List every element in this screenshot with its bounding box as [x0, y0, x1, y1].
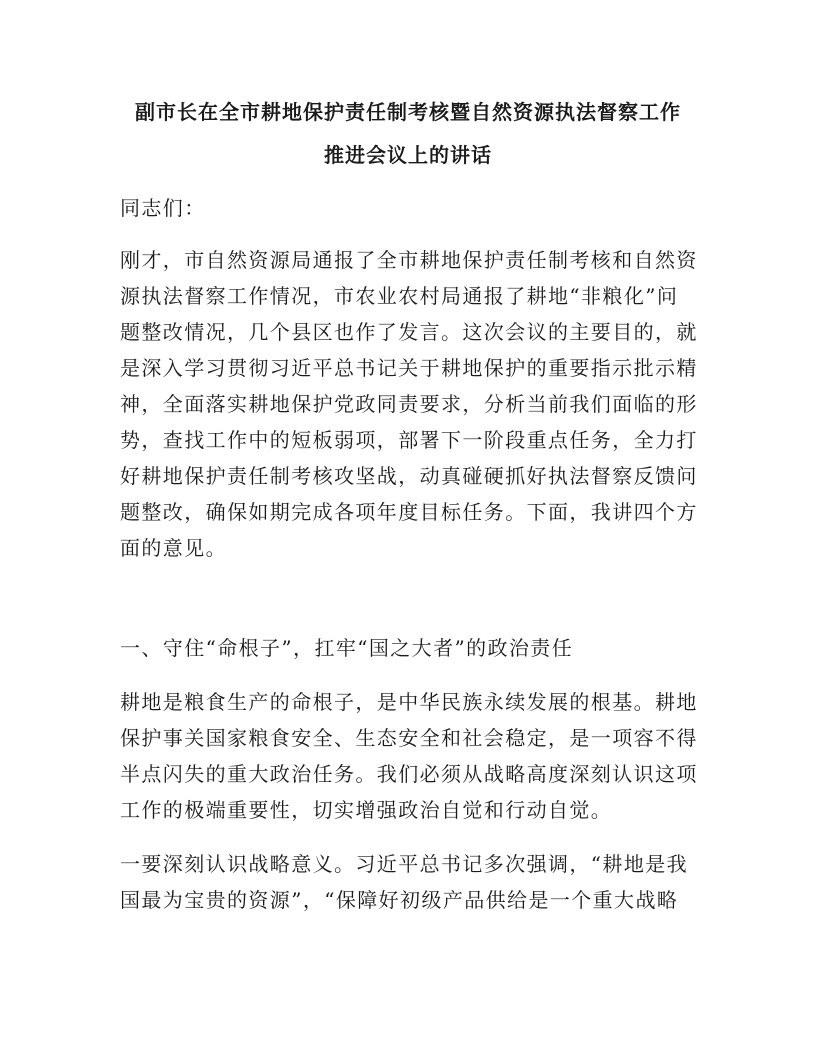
paragraph-line: 工作的极端重要性，切实增强政治自觉和行动自觉。	[120, 798, 613, 822]
paragraph-line: 国最为宝贵的资源”，“保障好初级产品供给是一个重大战略	[120, 888, 679, 912]
paragraph-line: 源执法督察工作情况，市农业农村局通报了耕地“非粮化”问	[120, 284, 679, 308]
salutation-text: 同志们：	[120, 196, 206, 220]
paragraph-line: 题整改情况，几个县区也作了发言。这次会议的主要目的，就	[120, 320, 698, 344]
paragraph-line: 势，查找工作中的短板弱项，部署下一阶段重点任务，全力打	[120, 428, 698, 452]
paragraph-opening	[120, 242, 700, 566]
document-title-line-2: 推进会议上的讲话	[324, 143, 492, 167]
paragraph-line: 刚才，市自然资源局通报了全市耕地保护责任制考核和自然资	[120, 248, 698, 272]
paragraph-line: 半点闪失的重大政治任务。我们必须从战略高度深刻认识这项	[120, 762, 698, 786]
paragraph-line: 面的意见。	[120, 536, 227, 560]
document-title-line-1: 副市长在全市耕地保护责任制考核暨自然资源执法督察工作	[135, 100, 681, 124]
paragraph-line: 是深入学习贯彻习近平总书记关于耕地保护的重要指示批示精	[120, 356, 698, 380]
paragraph-line: 题整改，确保如期完成各项年度目标任务。下面，我讲四个方	[120, 500, 698, 524]
paragraph-line: 神，全面落实耕地保护党政同责要求，分析当前我们面临的形	[120, 392, 698, 416]
paragraph-line: 耕地是粮食生产的命根子，是中华民族永续发展的根基。耕地	[120, 690, 698, 714]
section-heading-text: 一、守住“命根子”，扛牢“国之大者”的政治责任	[120, 636, 574, 660]
paragraph-line: 好耕地保护责任制考核攻坚战，动真碰硬抓好执法督察反馈问	[120, 464, 698, 488]
paragraph-line: 一要深刻认识战略意义。习近平总书记多次强调，“耕地是我	[120, 852, 689, 876]
paragraph-strategic-significance	[120, 846, 700, 918]
salutation	[120, 190, 700, 226]
section-heading-1	[120, 630, 700, 666]
paragraph-section-1-intro	[120, 684, 700, 828]
paragraph-line: 保护事关国家粮食安全、生态安全和社会稳定，是一项容不得	[120, 726, 698, 750]
